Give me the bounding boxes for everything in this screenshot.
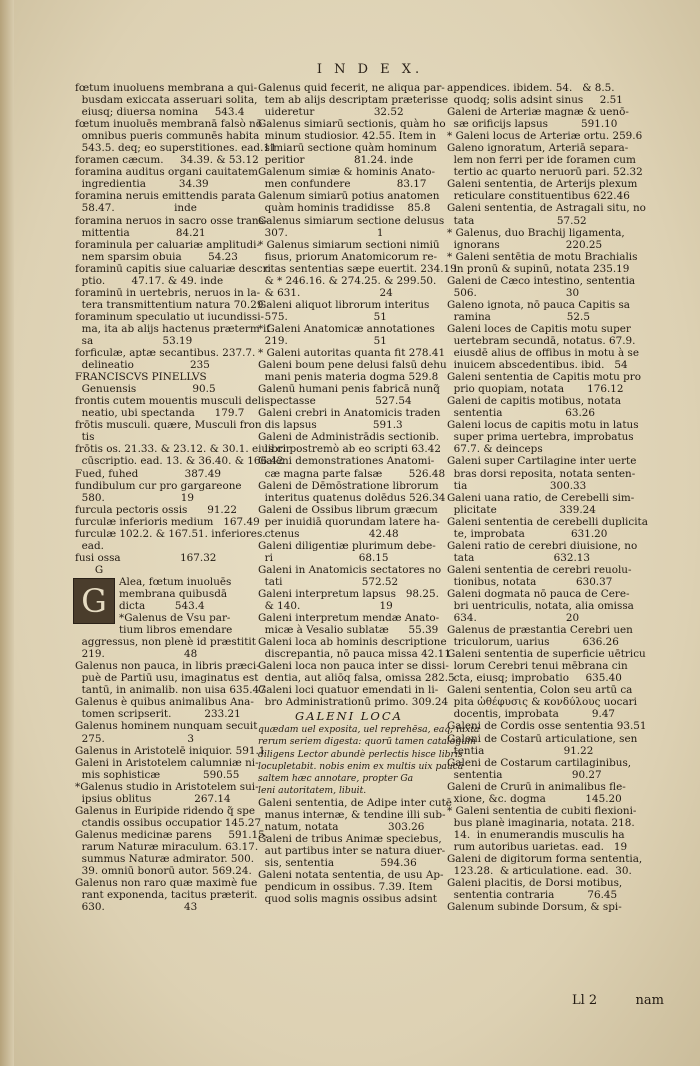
index-line: * Galenus simiarum sectioni nimiū: [258, 238, 440, 251]
index-line: Galeni sententia de superficie uētricu: [447, 648, 646, 661]
index-line: sæ orificijs lapsus 591.10: [447, 118, 618, 131]
index-line: lem non ferri per ide foramen cum: [447, 154, 636, 167]
index-line: summus Naturæ admirator. 500.: [75, 853, 255, 865]
index-line: prio quopiam, notata 176.12: [447, 383, 624, 396]
index-line: *Galenus studio in Aristotelem sui-: [75, 780, 259, 793]
index-line: dicta 543.4: [119, 600, 205, 613]
index-line: Galeni sententia de cerebelli duplicita: [447, 515, 648, 528]
index-line: sa 53.19: [75, 334, 193, 347]
index-line: G: [75, 563, 104, 576]
index-line: Galeni loca ab hominis descriptione: [258, 636, 447, 649]
index-line: omnibus pueris communēs habita: [75, 130, 260, 143]
index-line: Galenus quid fecerit, ne aliqua par-: [258, 82, 445, 94]
index-line: * Galeni autoritas quanta fit 278.41: [258, 347, 446, 360]
index-line: 275. 3: [75, 732, 194, 745]
index-line: Galeno ignoratum, Arteriā separa-: [447, 142, 629, 155]
index-line: Galenum simiæ & hominis Anato-: [258, 166, 436, 179]
index-line: Galeni de tribus Animæ speciebus,: [258, 832, 442, 845]
index-line: ctas sententias sæpe euertit. 234.19.: [258, 262, 461, 275]
index-line: Galeni de Ossibus librum græcum: [258, 503, 438, 516]
index-line: ignorans 220.25: [447, 238, 603, 251]
index-line: 219. 48: [75, 648, 198, 661]
index-line: rerum seriem digesta: quorū tamen catalogum: [258, 736, 476, 748]
index-line: Galeni crebri in Anatomicis traden: [258, 407, 441, 420]
index-line: membrana quibusdā: [119, 587, 228, 600]
index-line: * Galeni sentētia de motu Brachialis: [447, 250, 638, 263]
index-line: ma, ita ab alijs hactenus præterm if: [75, 322, 271, 335]
index-line: furcula pectoris ossis 91.22: [75, 503, 237, 516]
catchword: nam: [635, 993, 664, 1008]
index-line: Galeni de Cordis osse sententia 93.51: [447, 720, 647, 733]
index-line: Galenus non raro quæ maximè fue: [75, 877, 258, 890]
index-line: foraminū in uertebris, neruos in la-: [75, 286, 261, 299]
index-line: FRANCISCVS PINELLVS: [75, 371, 207, 384]
index-line: ead.: [75, 539, 104, 552]
index-line: cta, eiusq; improbatio 635.40: [447, 672, 622, 685]
index-line: Galeni dogmata nō pauca de Cere-: [447, 587, 630, 600]
index-line: ipsius oblitus 267.14: [75, 792, 231, 805]
index-line: diligens Lector abundè perlectis hisce libris: [258, 748, 463, 760]
index-line: * Galeni Anatomicæ annotationes: [258, 322, 435, 335]
index-line: Galeni placitis, de Dorsi motibus,: [447, 877, 623, 890]
index-line: foraminula per caluariæ amplitudi-: [75, 238, 260, 251]
index-line: 634. 20: [447, 612, 580, 625]
index-line: 575. 51: [258, 310, 387, 323]
index-line: delineatio 235: [75, 359, 210, 372]
index-line: foramen cæcum. 34.39. & 53.12: [75, 154, 259, 167]
index-line: tati 572.52: [258, 575, 399, 588]
index-line: 543.5. deq; eo superstitiones. ead.11: [75, 142, 277, 155]
index-line: Galeni interpretum lapsus 98.25.: [258, 587, 439, 600]
index-line: appendices. ibidem. 54. & 8.5.: [447, 82, 615, 94]
index-line: Galeni in Anatomicis sectatores no: [258, 563, 442, 576]
index-line: 580. 19: [75, 491, 194, 504]
index-line: Galeni sententia de cerebri reuolu-: [447, 563, 632, 576]
index-line: rum autoribus uarietas. ead. 19: [447, 840, 628, 853]
index-line: Galeni loca non pauca inter se dissi-: [258, 660, 449, 673]
index-line: tis: [75, 431, 95, 444]
index-line: cūscriptio. ead. 13. & 36.40. & 166.42: [75, 455, 284, 468]
index-line: tia 300.33: [447, 479, 587, 492]
index-line: ctenus 42.48: [258, 527, 399, 540]
index-line: fundibulum cur pro gargareone: [75, 479, 242, 492]
index-line: manus internæ, & tendine illi sub-: [258, 808, 446, 821]
index-line: tionibus, notata 630.37: [447, 575, 613, 588]
column-1-entries-continued: [75, 636, 269, 914]
index-line: 14. in enumerandis musculis ha: [447, 828, 625, 841]
index-line: frōtis musculi. quære, Musculi fron: [75, 419, 262, 432]
index-line: Galeni de Cæco intestino, sententia: [447, 274, 636, 287]
index-line: rarum Naturæ miraculum. 63.17.: [75, 840, 259, 853]
index-line: sententia 63.26: [447, 407, 595, 420]
index-line: 58.47. inde: [75, 202, 197, 215]
index-line: rant exponenda, tacitus præterit.: [75, 889, 258, 902]
index-line: * Galeni locus de Arteriæ ortu. 259.6: [447, 130, 643, 143]
index-line: Galeni de Arteriæ magnæ & uenō-: [447, 106, 629, 119]
index-line: te, improbata 631.20: [447, 527, 608, 540]
index-line: Galeno ignota, nō pauca Capitis sa: [447, 298, 631, 311]
index-line: Galenū humani penis fabricā nunq̃: [258, 383, 440, 396]
index-line: ctandis ossibus occupatior 145.27: [75, 816, 262, 829]
index-line: dis lapsus 591.3: [258, 419, 403, 432]
index-line: *Galenus de Vsu par-: [119, 612, 231, 625]
index-line: ri 68.15: [258, 551, 389, 564]
index-line: dentia, aut aliōq falsa, omissa 282.5: [258, 672, 455, 685]
index-line: furculæ 102.2. & 167.51. inferiores.: [75, 527, 266, 540]
index-line: furculæ inferioris medium 167.49: [75, 515, 260, 528]
index-line: frontis cutem mouentis musculi deli: [75, 395, 265, 408]
index-line: 67.7. & deinceps: [447, 443, 543, 456]
index-line: aut partibus inter se natura diuer-: [258, 844, 446, 857]
index-line: triculorum, uarius 636.26: [447, 636, 619, 649]
index-line: Galeni sententia de Capitis motu pro: [447, 371, 641, 384]
section-note: [258, 724, 480, 796]
index-line: tata 632.13: [447, 551, 590, 564]
index-line: cæ magna parte falsæ 526.48: [258, 467, 446, 480]
index-line: aggressus, non plenè id præstitit: [75, 636, 256, 649]
index-line: Galeni locus de capitis motu in latus: [447, 419, 639, 432]
index-line: inuicem abscedentibus. ibid. 54: [447, 359, 628, 372]
index-line: 307. 1: [258, 226, 384, 239]
index-line: nem sparsim obuia 54.23: [75, 250, 238, 263]
index-line: Galenus in Euripide ridendo q̃ spe: [75, 804, 256, 817]
index-line: quàm hominis tradidisse 85.8: [258, 202, 431, 215]
index-line: foramina auditus organi cauitatem: [75, 166, 258, 179]
index-line: & * 246.16. & 274.25. & 299.50.: [258, 274, 437, 287]
index-line: Galeni de capitis motibus, notata: [447, 395, 622, 408]
index-line: foramina neruis emittendis parata: [75, 190, 256, 203]
index-line: minum studiosior. 42.55. Item in: [258, 130, 437, 143]
index-line: Galeni ratio de cerebri diuisione, no: [447, 539, 638, 552]
decorated-initial: G: [73, 578, 115, 624]
index-line: Galenus simiarum sectione delusus: [258, 214, 445, 227]
index-line: xione, &c. dogma 145.20: [447, 792, 622, 805]
index-line: Galenus è quibus animalibus Ana-: [75, 696, 254, 709]
index-line: Galeni demonstrationes Anatomi-: [258, 455, 435, 468]
index-line: Galenum subinde Dorsum, & spi-: [447, 901, 622, 914]
index-line: libri postremò ab eo scripti 63.42: [258, 443, 441, 456]
index-line: discrepantia, nō pauca missa 42.11: [258, 648, 451, 661]
index-line: Galenus medicinæ parens 591.15.: [75, 828, 269, 841]
index-line: spectasse 527.54: [258, 395, 412, 408]
index-line: tentia 91.22: [447, 744, 594, 757]
index-column-3: [447, 82, 648, 914]
index-line: quædam uel exposita, uel reprehēsa, eaq; iuxta: [258, 724, 480, 736]
index-line: Galeni interpretum mendæ Anato-: [258, 612, 440, 625]
index-line: 506. 30: [447, 286, 580, 299]
index-line: interitus quatenus dolēdus 526.34: [258, 491, 446, 504]
index-line: plicitate 339.24: [447, 503, 596, 516]
page-header: I N D E X.: [316, 62, 424, 77]
index-line: & 631. 24: [258, 286, 393, 299]
index-line: busdam exiccata asseruari solita,: [75, 94, 258, 107]
index-line: Galeni diligentiæ plurimum debe-: [258, 539, 436, 552]
index-line: Galeni boum pene delusi falsū dehu: [258, 359, 447, 372]
index-line: Galeni loci quatuor emendati in li-: [258, 684, 439, 697]
index-line: Galeni de Costarū articulatione, sen: [447, 732, 638, 745]
index-line: bus planè imaginaria, notata. 218.: [447, 816, 635, 829]
index-line: frōtis os. 21.33. & 23.12. & 30.1. eius cir: [75, 443, 291, 456]
index-line: Galenus de præstantia Cerebri uen: [447, 624, 633, 637]
index-line: Galeni in Aristotelem calumniæ ni-: [75, 756, 259, 769]
index-line: Galeni aliquot librorum interitus: [258, 298, 430, 311]
index-line: * Galenus, duo Brachij ligamenta,: [447, 226, 625, 239]
index-line: Galeni sententia, Colon seu artū ca: [447, 684, 633, 697]
index-line: fœtum inuoluens membrana a qui-: [75, 82, 258, 94]
index-line: pita ὠθέφυσις & κονδύλους uocari: [447, 696, 637, 709]
index-line: neatio, ubi spectanda 179.7: [75, 407, 245, 420]
page-binding-edge: [0, 0, 14, 1066]
index-line: eiusdē alius de offibus in motu à se: [447, 347, 639, 360]
index-line: mittentia 84.21: [75, 226, 206, 239]
index-line: fusi ossa 167.32: [75, 551, 217, 564]
index-line: * Galeni sententia de cubiti flexioni-: [447, 804, 637, 817]
index-line: per inuidiā quorundam latere ha-: [258, 515, 440, 528]
index-line: Galenus in Aristotelē iniquior. 591.1: [75, 744, 266, 757]
index-line: Galeni de Administrādis sectionib.: [258, 431, 440, 444]
index-line: uideretur 32.52: [258, 106, 404, 119]
index-line: foraminū capitis siue caluariæ descri: [75, 262, 271, 275]
index-line: tium libros emendare: [119, 624, 233, 637]
index-line: leni autoritatem, libuit.: [258, 784, 367, 796]
index-line: 630. 43: [75, 901, 198, 914]
index-line: tertio ac quarto neruorū pari. 52.32: [447, 166, 643, 179]
index-line: eiusq; diuersa nomina 543.4: [75, 106, 245, 119]
column-2-entries: [258, 82, 461, 709]
index-line: fœtum inuoluēs membranā falsò nō: [75, 118, 262, 131]
index-line: Galenus non pauca, in libris præci-: [75, 660, 260, 673]
index-line: Galeni de Crurū in animalibus fle-: [447, 780, 626, 793]
index-line: sententia contraria 76.45: [447, 889, 618, 902]
index-line: pendicum in ossibus. 7.39. Item: [258, 881, 433, 894]
index-line: sis, sententia 594.36: [258, 856, 417, 869]
index-line: 219. 51: [258, 334, 387, 347]
index-line: ptio. 47.17. & 49. inde: [75, 274, 224, 287]
index-line: mis sophisticæ 590.55: [75, 768, 240, 781]
index-line: quodq; solis adsint sinus 2.51: [447, 94, 623, 107]
index-line: bro Administrationū primo. 309.24: [258, 696, 449, 709]
index-line: ingredientia 34.39: [75, 178, 209, 191]
index-line: reticulare constituentibus 622.46: [447, 190, 630, 203]
index-line: tem ab alijs descriptam præterisse: [258, 94, 449, 107]
index-line: sententia 90.27: [447, 768, 602, 781]
index-line: Galenum simiarū potius anatomen: [258, 190, 440, 203]
index-line: super prima uertebra, improbatus: [447, 431, 634, 444]
index-column-1: [75, 82, 291, 914]
index-line: Galenus hominem nunquam secuit: [75, 720, 258, 733]
index-line: 39. omniū bonorū autor. 569.24.: [75, 865, 252, 878]
index-line: Galeni de Dēmōstratione librorum: [258, 479, 439, 492]
index-line: Galeni super Cartilagine inter uerte: [447, 455, 637, 468]
index-line: Galeni de Costarum cartilaginibus,: [447, 756, 632, 769]
index-line: Galeni notata sententia, de usu Ap-: [258, 869, 444, 881]
index-line: tomen scripserit. 233.21: [75, 708, 241, 721]
index-line: Fued, fuhed 387.49: [75, 467, 221, 480]
index-line: tera transmittentium natura 70.29: [75, 298, 264, 311]
index-line: 123.28. & articulatione. ead. 30.: [447, 865, 632, 878]
index-line: Galeni sententia, de Adipe inter cutē: [258, 796, 452, 809]
index-line: Genuensis 90.5: [75, 383, 216, 396]
index-line: Galeni loces de Capitis motu super: [447, 322, 631, 335]
index-line: ramina 52.5: [447, 310, 590, 323]
index-line: Galenus simiarū sectionis, quàm ho: [258, 118, 446, 131]
index-line: men confundere 83.17: [258, 178, 427, 191]
initial-block: [75, 576, 251, 636]
index-line: peritior 81.24. inde: [258, 154, 414, 167]
index-line: tantū, in animalib. non uisa 635.47: [75, 684, 266, 697]
index-line: foraminum speculatio ut iucundissi-: [75, 310, 265, 323]
index-line: lorum Cerebri tenui mēbrana cin: [447, 660, 628, 673]
index-line: foramina neruos in sacro osse trans-: [75, 214, 268, 227]
index-line: in pronū & supinū, notata 235.19: [447, 262, 630, 275]
index-line: quod solis magnis ossibus adsint: [258, 893, 437, 906]
column-3-entries: [447, 82, 648, 914]
index-line: micæ à Vesalio sublatæ 55.39: [258, 624, 439, 637]
index-column-2: [258, 82, 480, 906]
column-1-entries: [75, 82, 291, 576]
index-line: Galeni de digitorum forma sententia,: [447, 853, 643, 865]
index-line: natum, notata 303.26: [258, 820, 425, 833]
index-line: uertebram secundā, notatus. 67.9.: [447, 334, 636, 347]
index-line: Galeni sententia, de Arterijs plexum: [447, 178, 638, 191]
index-line: saltem hæc annotare, propter Ga: [258, 772, 414, 784]
index-line: bri uentriculis, notata, alia omissa: [447, 600, 634, 613]
index-line: & 140. 19: [258, 600, 393, 613]
index-line: Alea, fœtum inuoluēs: [119, 575, 232, 588]
index-line: simiarū sectione quàm hominum: [258, 142, 437, 155]
signature-mark: Ll 2: [572, 993, 598, 1008]
index-line: tata 57.52: [447, 214, 587, 227]
index-line: docentis, improbata 9.47: [447, 708, 616, 721]
section-title: GALENI LOCA: [295, 709, 403, 724]
index-line: fisus, priorum Anatomicorum re-: [258, 250, 438, 263]
index-line: Galeni uana ratio, de Cerebelli sim-: [447, 491, 635, 504]
index-line: bras dorsi reposita, notata senten-: [447, 467, 636, 480]
index-line: puè de Partiū usu, imaginatus est: [75, 672, 259, 685]
column-2-entries-continued: [258, 796, 452, 906]
index-line: Galeni sententia, de Astragali situ, no: [447, 202, 646, 215]
index-line: mani penis materia dogma 529.8: [258, 371, 439, 384]
index-line: forficulæ, aptæ secantibus. 237.7.: [75, 347, 256, 360]
page-footer: [572, 993, 664, 1008]
index-line: locupletabit. nobis enim ex multis uix paucā: [258, 760, 464, 772]
